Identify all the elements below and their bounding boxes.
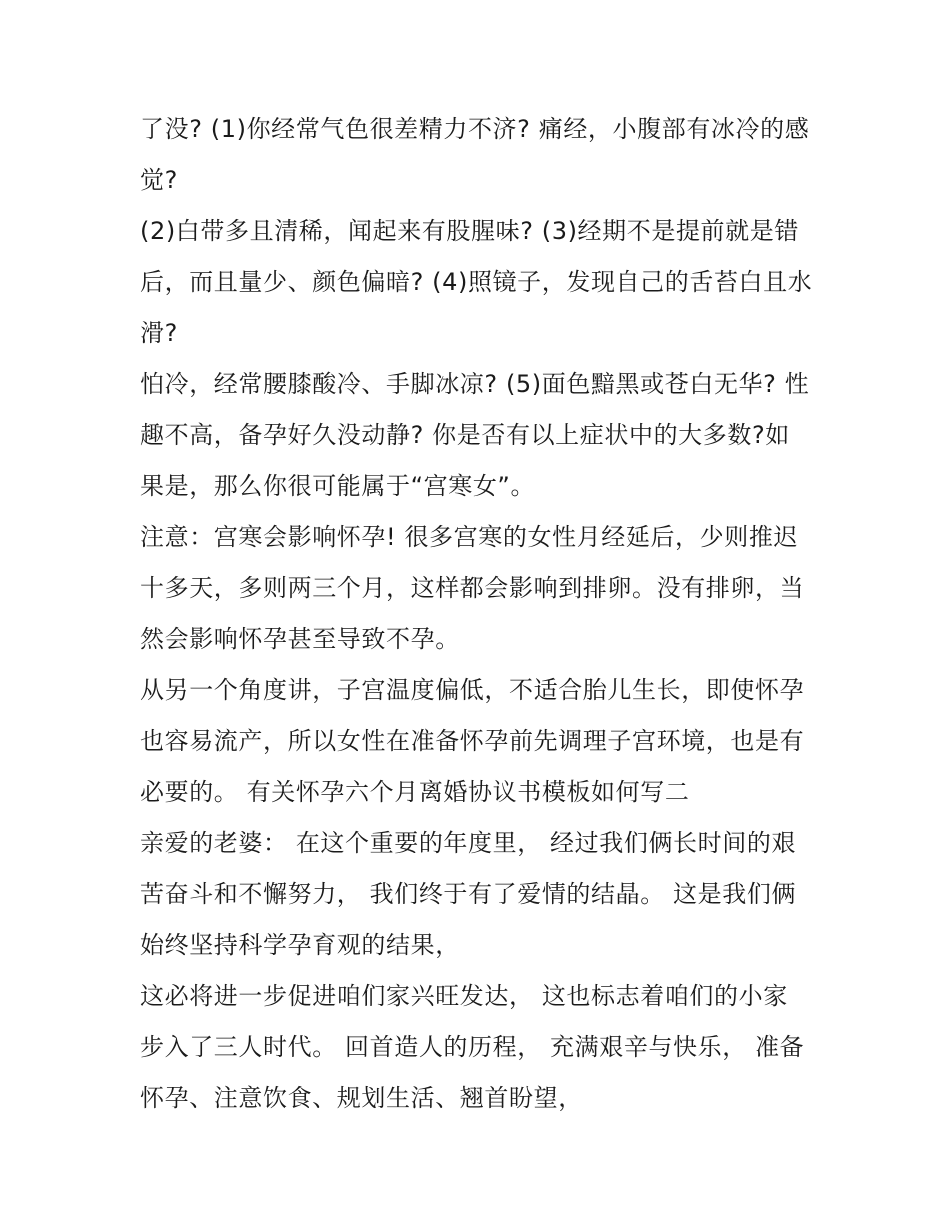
- text-line-12: 从另一个角度讲，子宫温度偏低，不适合胎儿生长，即使怀孕: [140, 676, 805, 704]
- text-line-19: 步入了三人时代。 回首造人的历程， 充满艰辛与快乐， 准备: [140, 1033, 805, 1061]
- text-line-9: 注意：宫寒会影响怀孕! 很多宫寒的女性月经延后，少则推迟: [140, 523, 799, 551]
- text-line-3: (2)白带多且清稀，闻起来有股腥味? (3)经期不是提前就是错: [140, 217, 799, 245]
- text-line-2: 觉?: [140, 166, 178, 194]
- text-line-8: 果是，那么你很可能属于“宫寒女”。: [140, 472, 536, 500]
- text-line-13: 也容易流产，所以女性在准备怀孕前先调理子宫环境，也是有: [140, 727, 805, 755]
- text-line-15: 亲爱的老婆： 在这个重要的年度里， 经过我们俩长时间的艰: [140, 829, 797, 857]
- text-line-11: 然会影响怀孕甚至导致不孕。: [140, 625, 460, 653]
- text-line-10: 十多天，多则两三个月，这样都会影响到排卵。没有排卵，当: [140, 574, 805, 602]
- text-line-20: 怀孕、注意饮食、规划生活、翘首盼望，: [140, 1084, 583, 1112]
- text-line-6: 怕冷，经常腰膝酸冷、手脚冰凉? (5)面色黯黑或苍白无华? 性: [140, 370, 810, 398]
- text-line-7: 趣不高，备孕好久没动静? 你是否有以上症状中的大多数?如: [140, 421, 790, 449]
- text-line-18: 这必将进一步促进咱们家兴旺发达， 这也标志着咱们的小家: [140, 982, 788, 1010]
- text-line-17: 始终坚持科学孕育观的结果，: [140, 931, 460, 959]
- text-line-1: 了没? (1)你经常气色很差精力不济? 痛经，小腹部有冰冷的感: [140, 115, 810, 143]
- text-line-16: 苦奋斗和不懈努力， 我们终于有了爱情的结晶。 这是我们俩: [140, 880, 797, 908]
- text-line-14: 必要的。 有关怀孕六个月离婚协议书模板如何写二: [140, 778, 690, 806]
- text-line-4: 后，而且量少、颜色偏暗? (4)照镜子，发现自己的舌苔白且水: [140, 268, 813, 296]
- text-line-5: 滑?: [140, 319, 178, 347]
